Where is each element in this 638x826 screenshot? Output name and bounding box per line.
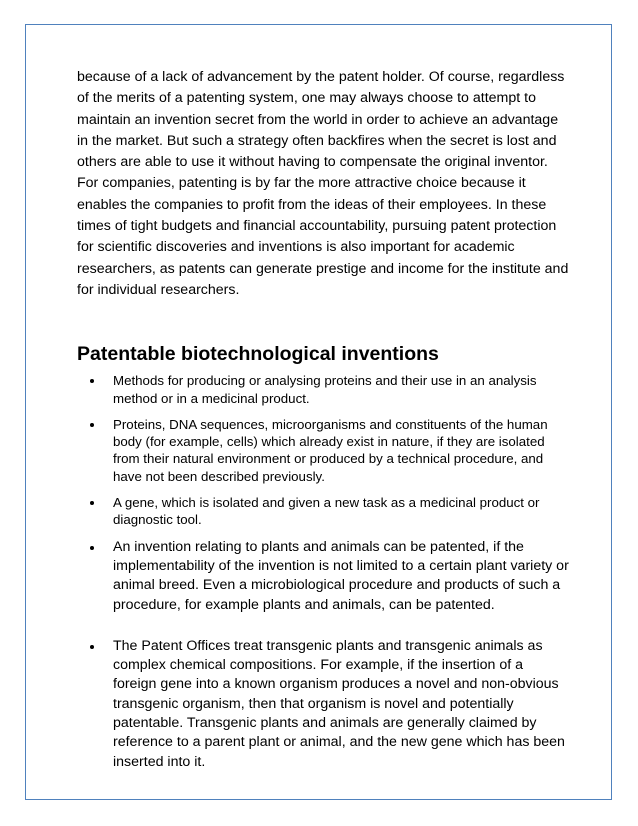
list-item: [77, 494, 569, 529]
section-heading: Patentable biotechnological inventions: [77, 343, 439, 366]
body-paragraph: because of a lack of advancement by the patent holder. Of course, regardless of the merits of a patenting system, one may always choose to attempt to maintain an invention secret from the world in order to achieve an advantage in the market. But such a strategy often backfires when the secret is lost and others are able to use it without having to compensate the original inventor. For companies, patenting is by far the more attractive choice because it enables the companies to profit from the ideas of their employees. In these times of tight budgets and financial accountability, pursuing patent protection for scientific discoveries and inventions is also important for academic researchers, as patents can generate prestige and income for the institute and for individual researchers.: [77, 69, 569, 298]
list-item-text: A gene, which is isolated and given a new task as a medicinal product or diagnostic tool.: [113, 495, 540, 528]
list-item-text: An invention relating to plants and animals can be patented, if the implementability of the invention is not limited to a certain plant variety or animal breed. Even a microbiological procedure and products of such a procedure, for example plants and animals, can be patented.: [113, 538, 569, 613]
bullet-icon: [90, 379, 94, 383]
document-body: [77, 67, 569, 772]
list-item-text: Methods for producing or analysing proteins and their use in an analysis method or in a medicinal product.: [113, 373, 537, 406]
bullet-icon: [90, 645, 94, 649]
bullet-icon: [90, 423, 94, 427]
list-item-text: The Patent Offices treat transgenic plants and transgenic animals as complex chemical compositions. For example, if the insertion of a foreign gene into a known organism produces a novel and non-obvious transgenic organism, then that organism is novel and potentially patentable. Transgenic plants and animals are generally claimed by reference to a parent plant or animal, and the new gene which has been inserted into it.: [113, 637, 565, 770]
bullet-icon: [90, 546, 94, 550]
bullet-list: [77, 372, 569, 772]
list-item: [77, 637, 569, 772]
list-item: [77, 538, 569, 615]
list-item: [77, 372, 569, 407]
list-item: [77, 416, 569, 485]
list-item-text: Proteins, DNA sequences, microorganisms and constituents of the human body (for example, cells) which already exist in nature, if they are isolated from their natural environment or produced by a technical procedure, and have not been described previously.: [113, 416, 548, 484]
bullet-icon: [90, 501, 94, 505]
